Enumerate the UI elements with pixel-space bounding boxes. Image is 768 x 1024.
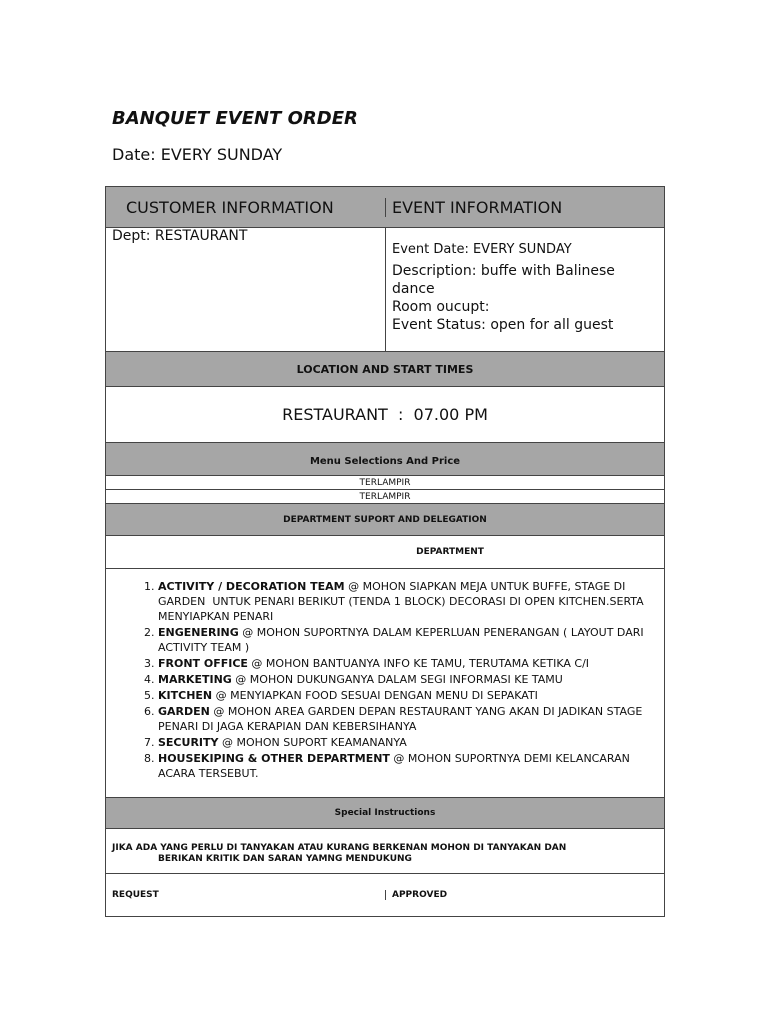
list-item: 3. FRONT OFFICE @ MOHON BANTUANYA INFO KE TAMU, TERUTAMA KETIKA C/I	[158, 656, 656, 671]
menu-item: TERLAMPIR	[359, 491, 411, 502]
list-item: 1. ACTIVITY / DECORATION TEAM @ MOHON SIAPKAN MEJA UNTUK BUFFE, STAGE DI GARDEN UNTUK PENARI BERIKUT (TENDA 1 BLOCK) DECORASI DI OPEN KITCHEN.SERTA MENYIAPKAN PENARI	[158, 579, 656, 624]
signature-row	[106, 874, 664, 916]
list-item: 8. HOUSEKIPING & OTHER DEPARTMENT @ MOHON SUPORTNYA DEMI KELANCARAN ACARA TERSEBUT.	[158, 751, 656, 781]
request-cell: REQUEST	[112, 890, 159, 900]
event-info-header: EVENT INFORMATION	[385, 198, 664, 217]
event-status: Event Status: open for all guest	[392, 317, 614, 333]
info-header-row	[106, 187, 664, 228]
approved-cell: APPROVED	[385, 890, 664, 900]
department-list-row	[106, 569, 724, 798]
menu-item: TERLAMPIR	[359, 477, 411, 488]
event-room: Room oucupt:	[392, 299, 490, 315]
list-item: 6. GARDEN @ MOHON AREA GARDEN DEPAN RESTAURANT YANG AKAN DI JADIKAN STAGE PENARI DI JAGA KERAPIAN DAN KEBERSIHANYA	[158, 704, 656, 734]
special-text-row	[106, 829, 664, 874]
location-value: RESTAURANT : 07.00 PM	[282, 405, 488, 424]
special-heading: Special Instructions	[334, 808, 436, 818]
department-heading: DEPARTMENT SUPORT AND DELEGATION	[283, 514, 487, 525]
special-line-1: JIKA ADA YANG PERLU DI TANYAKAN ATAU KURANG BERKENAN MOHON DI TANYAKAN DAN	[112, 843, 567, 853]
special-line-2: BERIKAN KRITIK DAN SARAN YAMNG MENDUKUNG	[158, 854, 412, 864]
department-header	[106, 504, 664, 536]
customer-info-header: CUSTOMER INFORMATION	[126, 197, 334, 217]
customer-dept: Dept: RESTAURANT	[112, 228, 248, 244]
department-subheader	[106, 536, 664, 569]
menu-row	[106, 490, 664, 504]
document-title: BANQUET EVENT ORDER	[112, 108, 358, 129]
menu-heading: Menu Selections And Price	[309, 455, 461, 467]
department-subheading: DEPARTMENT	[416, 547, 484, 557]
location-header	[106, 352, 664, 387]
banquet-order-table	[105, 186, 724, 917]
location-heading: LOCATION AND START TIMES	[296, 362, 474, 376]
list-item: 7. SECURITY @ MOHON SUPORT KEAMANANYA	[158, 735, 656, 750]
list-item: 4. MARKETING @ MOHON DUKUNGANYA DALAM SEGI INFORMASI KE TAMU	[158, 672, 656, 687]
info-row	[106, 228, 664, 352]
document-date: Date: EVERY SUNDAY	[112, 145, 283, 164]
event-info-cell	[385, 228, 664, 351]
menu-header	[106, 443, 664, 476]
list-item: 5. KITCHEN @ MENYIAPKAN FOOD SESUAI DENGAN MENU DI SEPAKATI	[158, 688, 656, 703]
event-date: Event Date: EVERY SUNDAY	[392, 242, 572, 257]
location-row	[106, 387, 664, 443]
menu-row	[106, 476, 664, 490]
special-header	[106, 798, 664, 829]
event-description: Description: buffe with Balinese dance	[392, 263, 615, 297]
list-item: 2. ENGENERING @ MOHON SUPORTNYA DALAM KEPERLUAN PENERANGAN ( LAYOUT DARI ACTIVITY TEAM )	[158, 625, 656, 655]
special-text	[112, 843, 566, 873]
customer-info-cell	[106, 228, 385, 351]
department-list	[136, 579, 724, 797]
